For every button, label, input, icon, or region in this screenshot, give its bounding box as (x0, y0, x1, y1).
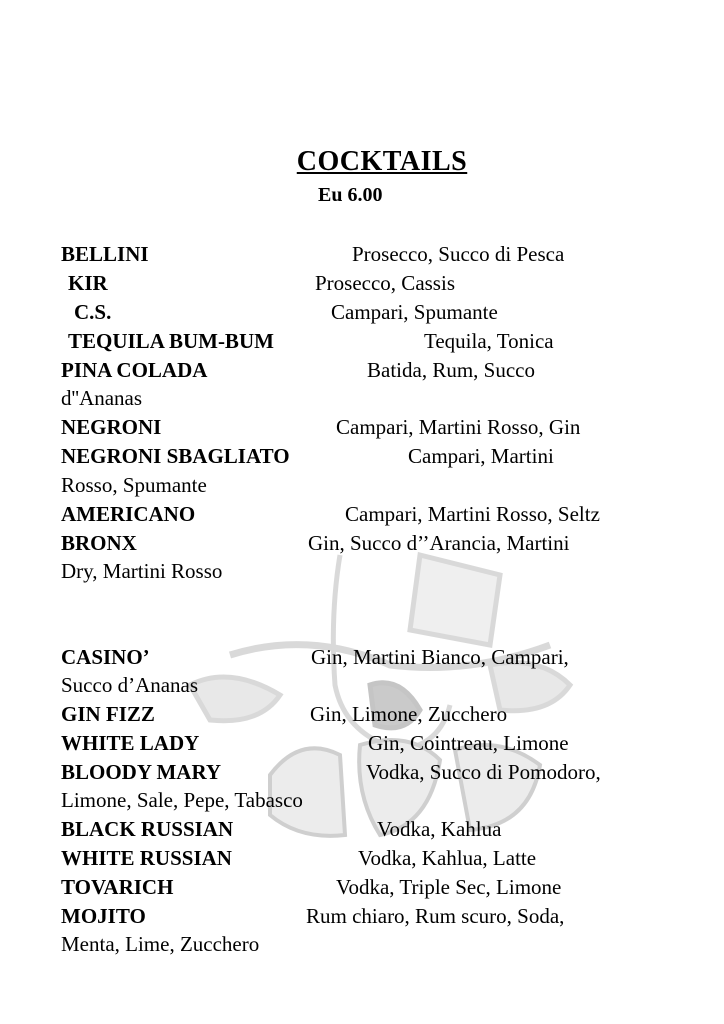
item-name: BRONX (61, 531, 137, 555)
menu-item-black-russian (61, 815, 233, 844)
menu-item-tovarich (61, 873, 173, 902)
item-ingredients: Prosecco, Cassis (315, 271, 455, 295)
item-name: NEGRONI (61, 415, 162, 439)
item-name: BLACK RUSSIAN (61, 817, 234, 841)
item-ingredients: Tequila, Tonica (424, 329, 554, 353)
item-ingredients: Prosecco, Succo di Pesca (352, 242, 565, 266)
menu-price: Eu 6.00 (318, 184, 383, 206)
menu-item-gin-fizz (61, 700, 155, 729)
item-ingredients-continued: Rosso, Spumante (61, 473, 207, 497)
item-name: NEGRONI SBAGLIATO (61, 444, 290, 468)
item-ingredients: Gin, Limone, Zucchero (310, 702, 508, 726)
menu-item-cs (74, 298, 111, 327)
menu-item-mojito (61, 902, 146, 931)
item-ingredients: Batida, Rum, Succo (367, 358, 535, 382)
item-ingredients: Campari, Martini Rosso, Gin (336, 415, 581, 439)
item-ingredients-continued: Menta, Lime, Zucchero (61, 932, 260, 956)
item-name: C.S. (74, 300, 112, 324)
item-name: TEQUILA BUM-BUM (68, 329, 274, 353)
menu-item-tequila-bum-bum (68, 327, 274, 356)
item-ingredients: Campari, Martini Rosso, Seltz (345, 502, 600, 526)
menu-item-bloody-mary (61, 758, 221, 787)
menu-item-bronx (61, 529, 137, 558)
menu-item-kir (68, 269, 108, 298)
item-name: WHITE RUSSIAN (61, 846, 232, 870)
menu-item-negroni-sbagliato (61, 442, 290, 471)
menu-item-negroni (61, 413, 161, 442)
menu-item-pina-colada (61, 356, 207, 385)
item-ingredients: Gin, Martini Bianco, Campari, (311, 645, 569, 669)
item-name: CASINO’ (61, 645, 150, 669)
menu-item-bellini (61, 240, 149, 269)
item-ingredients: Campari, Spumante (331, 300, 498, 324)
item-ingredients: Vodka, Triple Sec, Limone (336, 875, 562, 899)
item-name: WHITE LADY (61, 731, 200, 755)
item-name: GIN FIZZ (61, 702, 155, 726)
item-ingredients: Rum chiaro, Rum scuro, Soda, (306, 904, 565, 928)
item-name: TOVARICH (61, 875, 174, 899)
item-ingredients: Vodka, Kahlua (377, 817, 502, 841)
item-name: PINA COLADA (61, 358, 208, 382)
item-ingredients: Vodka, Succo di Pomodoro, (366, 760, 601, 784)
item-ingredients-continued: d''Ananas (61, 386, 143, 410)
item-name: AMERICANO (61, 502, 196, 526)
item-ingredients: Campari, Martini (408, 444, 554, 468)
menu-item-white-lady (61, 729, 199, 758)
item-ingredients-continued: Succo d’Ananas (61, 673, 199, 697)
item-ingredients-continued: Dry, Martini Rosso (61, 559, 223, 583)
item-name: MOJITO (61, 904, 146, 928)
menu-item-white-russian (61, 844, 232, 873)
item-ingredients-continued: Limone, Sale, Pepe, Tabasco (61, 788, 303, 812)
menu-title: COCKTAILS (296, 146, 468, 177)
item-ingredients: Vodka, Kahlua, Latte (358, 846, 537, 870)
item-ingredients: Gin, Cointreau, Limone (368, 731, 569, 755)
menu-item-casino (61, 643, 150, 672)
item-name: BLOODY MARY (61, 760, 222, 784)
item-name: KIR (68, 271, 108, 295)
menu-item-americano (61, 500, 195, 529)
item-ingredients: Gin, Succo d’’Arancia, Martini (308, 531, 570, 555)
item-name: BELLINI (61, 242, 149, 266)
